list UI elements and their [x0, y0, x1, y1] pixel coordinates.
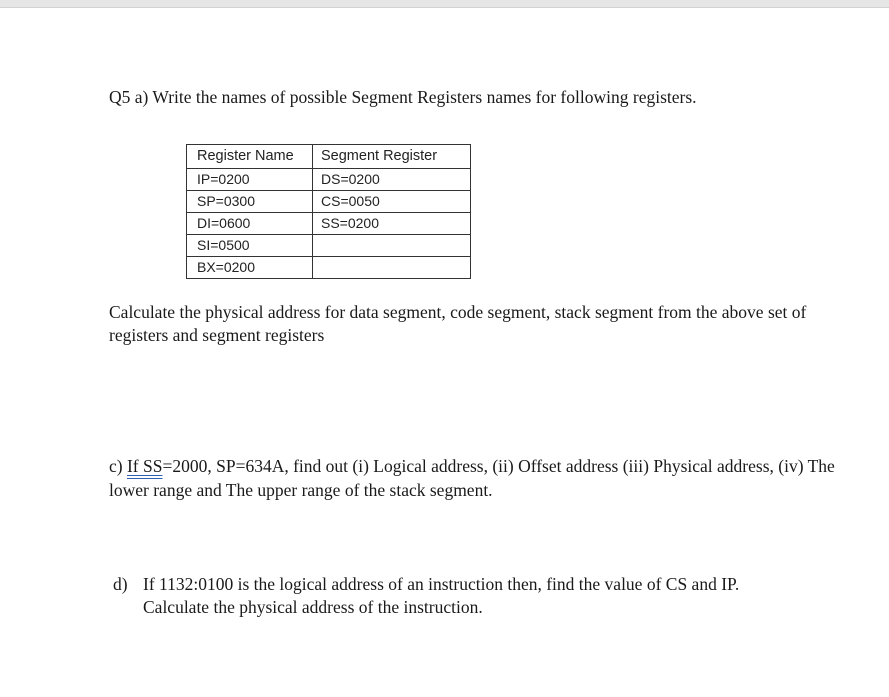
header-segment-register: Segment Register [313, 145, 471, 169]
table-cell: DI=0600 [187, 213, 313, 235]
table-row [187, 257, 471, 279]
part-b-paragraph: Calculate the physical address for data segment, code segment, stack segment from the above set of registers and segment registers [109, 302, 807, 345]
table-cell: DS=0200 [313, 169, 471, 191]
part-c-rest: =2000, SP=634A, find out (i) Logical address, (ii) Offset address (iii) Physical address, (iv) The lower range and The upper range of the stack segment. [109, 456, 835, 500]
table-row [187, 235, 471, 257]
table-header-row [187, 145, 471, 169]
table-cell: SI=0500 [187, 235, 313, 257]
table-row [187, 169, 471, 191]
part-c-underlined: If SS [126, 456, 163, 476]
table-cell [313, 235, 471, 257]
table-row [187, 213, 471, 235]
part-d-body [143, 573, 739, 619]
part-d-line2: Calculate the physical address of the instruction. [143, 597, 483, 617]
part-d-line1: If 1132:0100 is the logical address of an instruction then, find the value of CS and IP. [143, 574, 740, 594]
table-cell: CS=0050 [313, 191, 471, 213]
table-row [187, 191, 471, 213]
part-c-paragraph [109, 454, 869, 502]
question-title: Q5 a) Write the names of possible Segment Registers names for following registers. [109, 87, 697, 107]
table-cell: IP=0200 [187, 169, 313, 191]
header-register-name: Register Name [187, 145, 313, 169]
register-table [186, 144, 471, 279]
table-cell: SP=0300 [187, 191, 313, 213]
part-c-prefix: c) [109, 456, 127, 476]
table-cell: SS=0200 [313, 213, 471, 235]
table-cell [313, 257, 471, 279]
table-cell: BX=0200 [187, 257, 313, 279]
part-d-label: d) [113, 574, 128, 594]
window-top-edge [0, 0, 889, 8]
